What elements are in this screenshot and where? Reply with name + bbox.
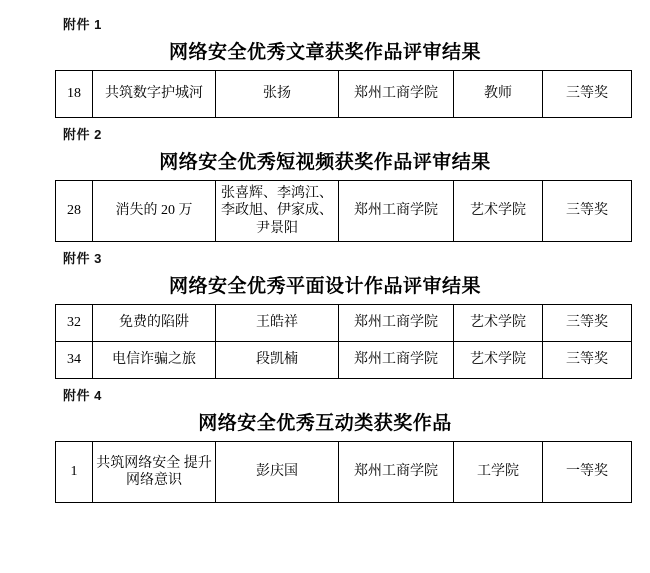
table-row [56,305,632,342]
cell-school: 郑州工商学院 [339,305,454,342]
cell-no: 1 [56,442,93,503]
cell-author: 王皓祥 [216,305,339,342]
cell-author: 段凯楠 [216,342,339,379]
section-title-3: 网络安全优秀平面设计作品评审结果 [168,276,481,297]
section-attachment-2 [55,124,608,242]
attachment-label-2: 附件 2 [63,127,102,142]
cell-no: 34 [56,342,93,379]
cell-work-name: 共筑数字护城河 [93,71,216,118]
cell-award: 三等奖 [543,181,632,242]
cell-school: 郑州工商学院 [339,442,454,503]
cell-work-name: 免费的陷阱 [93,305,216,342]
attachment-label-3: 附件 3 [63,251,102,266]
section-attachment-4 [55,385,608,503]
cell-unit: 工学院 [454,442,543,503]
table-row [56,71,632,118]
section-title-4: 网络安全优秀互动类获奖作品 [198,413,452,434]
cell-no: 18 [56,71,93,118]
cell-unit: 艺术学院 [454,305,543,342]
cell-unit: 艺术学院 [454,181,543,242]
cell-work-name: 共筑网络安全 提升网络意识 [93,442,216,503]
result-table-3 [55,304,632,379]
cell-no: 32 [56,305,93,342]
section-attachment-3 [55,248,608,379]
cell-author: 张扬 [216,71,339,118]
table-row [56,442,632,503]
section-attachment-1 [55,14,608,118]
cell-unit: 教师 [454,71,543,118]
result-table-1 [55,70,632,118]
cell-author: 彭庆国 [216,442,339,503]
attachment-label-4: 附件 4 [63,388,102,403]
cell-award: 一等奖 [543,442,632,503]
cell-school: 郑州工商学院 [339,181,454,242]
result-table-4 [55,441,632,503]
cell-author: 张喜辉、李鸿江、李政旭、伊家成、尹景阳 [216,181,339,242]
cell-award: 三等奖 [543,71,632,118]
table-row [56,181,632,242]
cell-award: 三等奖 [543,342,632,379]
section-title-2: 网络安全优秀短视频获奖作品评审结果 [159,152,491,173]
cell-school: 郑州工商学院 [339,71,454,118]
section-title-1: 网络安全优秀文章获奖作品评审结果 [168,42,481,63]
result-table-2 [55,180,632,242]
table-row [56,342,632,379]
attachment-label-1: 附件 1 [63,17,102,32]
cell-award: 三等奖 [543,305,632,342]
cell-work-name: 电信诈骗之旅 [93,342,216,379]
cell-no: 28 [56,181,93,242]
cell-work-name: 消失的 20 万 [93,181,216,242]
cell-unit: 艺术学院 [454,342,543,379]
cell-school: 郑州工商学院 [339,342,454,379]
